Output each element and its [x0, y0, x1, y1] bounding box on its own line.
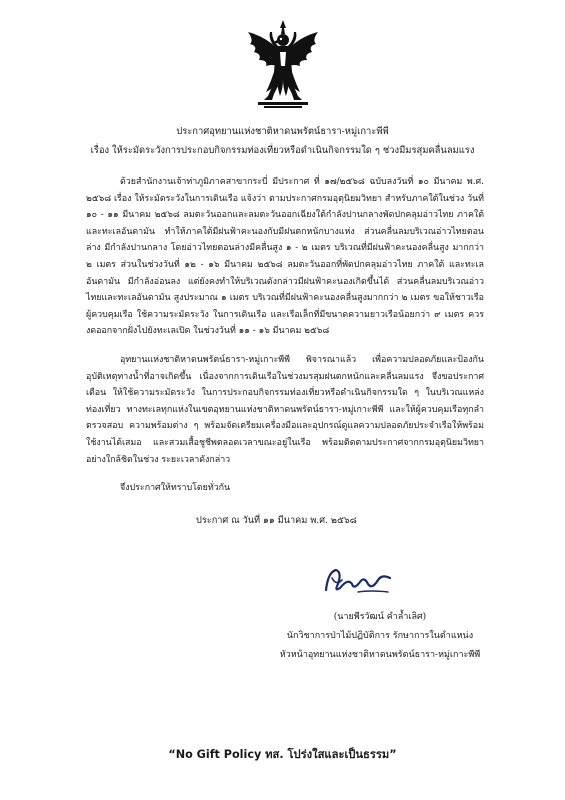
signer-block — [230, 608, 530, 665]
announcement-header — [0, 122, 565, 160]
body-paragraph-1: ด้วยสำนักงานเจ้าท่าภูมิภาคสาขากระบี่ มีประกาศ ที่ ๑๗/๒๕๖๘ ฉบับลงวันที่ ๑๐ มีนาคม พ.ศ. ๒๕๖๘ เรื่อง ให้ระมัดระวังในการเดินเรือ แจ้งว่า ตามประกาศกรมอุตุนิยมวิทยา สำหรับภาคใต้ในช่วง วันที่ ๑๐ - ๑๑ มีนาคม ๒๕๖๘ ลมตะวันออกและลมตะวันออกเฉียงใต้กำลังปานกลางพัดปกคลุมอ่าวไทย ภาคใต้ และทะเลอันดามัน ทำให้ภาคใต้มีฝนฟ้าคะนองกับมีฝนตกหนักบางแห่ง ส่วนคลื่นลมบริเวณอ่าวไทยตอนล่าง มีกำลังปานกลาง โดยอ่าวไทยตอนล่างมีคลื่นสูง ๑ - ๒ เมตร บริเวณที่มีฝนฟ้าคะนองคลื่นสูง มากกว่า ๒ เมตร ส่วนในช่วงวันที่ ๑๒ - ๑๖ มีนาคม ๒๕๖๘ ลมตะวันออกที่พัดปกคลุมอ่าวไทย ภาคใต้ และทะเลอันดามัน มีกำลังอ่อนลง แต่ยังคงทำให้บริเวณดังกล่าวมีฝนฟ้าคะนองเกิดขึ้นได้ ส่วนคลื่นลมบริเวณอ่าวไทยและทะเลอันดามัน สูงประมาณ ๑ เมตร บริเวณที่มีฝนฟ้าคะนองคลื่นสูงมากกว่า ๒ เมตร ขอให้ชาวเรือ ผู้ควบคุมเรือ ใช้ความระมัดระวัง ในการเดินเรือ และเรือเล็กที่มีขนาดความยาวเรือน้อยกว่า ๙ เมตร ควรงดออกจากฝั่งไปยังทะเลเปิด ในช่วงวันที่ ๑๑ - ๑๖ มีนาคม ๒๕๖๘ — [86, 177, 484, 337]
announcement-subject: เรื่อง ให้ระมัดระวังการประกอบกิจกรรมท่องเที่ยวหรือดำเนินกิจกรรมใด ๆ ช่วงมีมรสุมคลื่นลมแรง — [90, 145, 475, 156]
handwritten-signature — [318, 560, 398, 600]
no-gift-policy-footer: “No Gift Policy ทส. โปร่งใสและเป็นธรรม” — [168, 748, 397, 761]
announcement-date: ประกาศ ณ วันที่ ๑๑ มีนาคม พ.ศ. ๒๕๖๘ — [196, 515, 357, 526]
signer-name: (นายพีรวัฒน์ คำล้ำเลิศ) — [333, 612, 427, 622]
body-paragraph-2: อุทยานแห่งชาติหาดนพรัตน์ธารา-หมู่เกาะพีพี พิจารณาแล้ว เพื่อความปลอดภัยและป้องกัน อุบัติเหตุทางน้ำที่อาจเกิดขึ้น เนื่องจากการเดินเรือในช่วงมรสุมฝนตกหนักและคลื่นลมแรง จึงขอประกาศเตือน ให้ใช้ความระมัดระวัง ในการประกอบกิจกรรมท่องเที่ยวหรือดำเนินกิจกรรมใด ๆ ในบริเวณแหล่งท่องเที่ยว ทางทะเลทุกแห่งในเขตอุทยานแห่งชาติหาดนพรัตน์ธารา-หมู่เกาะพีพี และให้ผู้ควบคุมเรือทุกลำตรวจสอบ ความพร้อมต่าง ๆ พร้อมจัดเตรียมเครื่องมือและอุปกรณ์ดูแลความปลอดภัยประจำเรือให้พร้อมใช้งานได้เสมอ และสวมเสื้อชูชีพตลอดเวลาขณะอยู่ในเรือ พร้อมติดตามประกาศจากกรมอุตุนิยมวิทยาอย่างใกล้ชิดในช่วง ระยะเวลาดังกล่าว — [86, 354, 484, 465]
signer-title: หัวหน้าอุทยานแห่งชาติหาดนพรัตน์ธารา-หมู่เกาะพีพี — [279, 650, 481, 660]
announcement-title: ประกาศอุทยานแห่งชาติหาดนพรัตน์ธารา-หมู่เกาะพีพี — [176, 126, 389, 137]
announcement-body — [86, 174, 484, 505]
closing-statement: จึงประกาศให้ทราบโดยทั่วกัน — [120, 483, 231, 494]
signer-position: นักวิชาการป่าไม้ปฏิบัติการ รักษาการในตำแหน่ง — [286, 631, 474, 641]
garuda-emblem-icon — [244, 18, 322, 112]
